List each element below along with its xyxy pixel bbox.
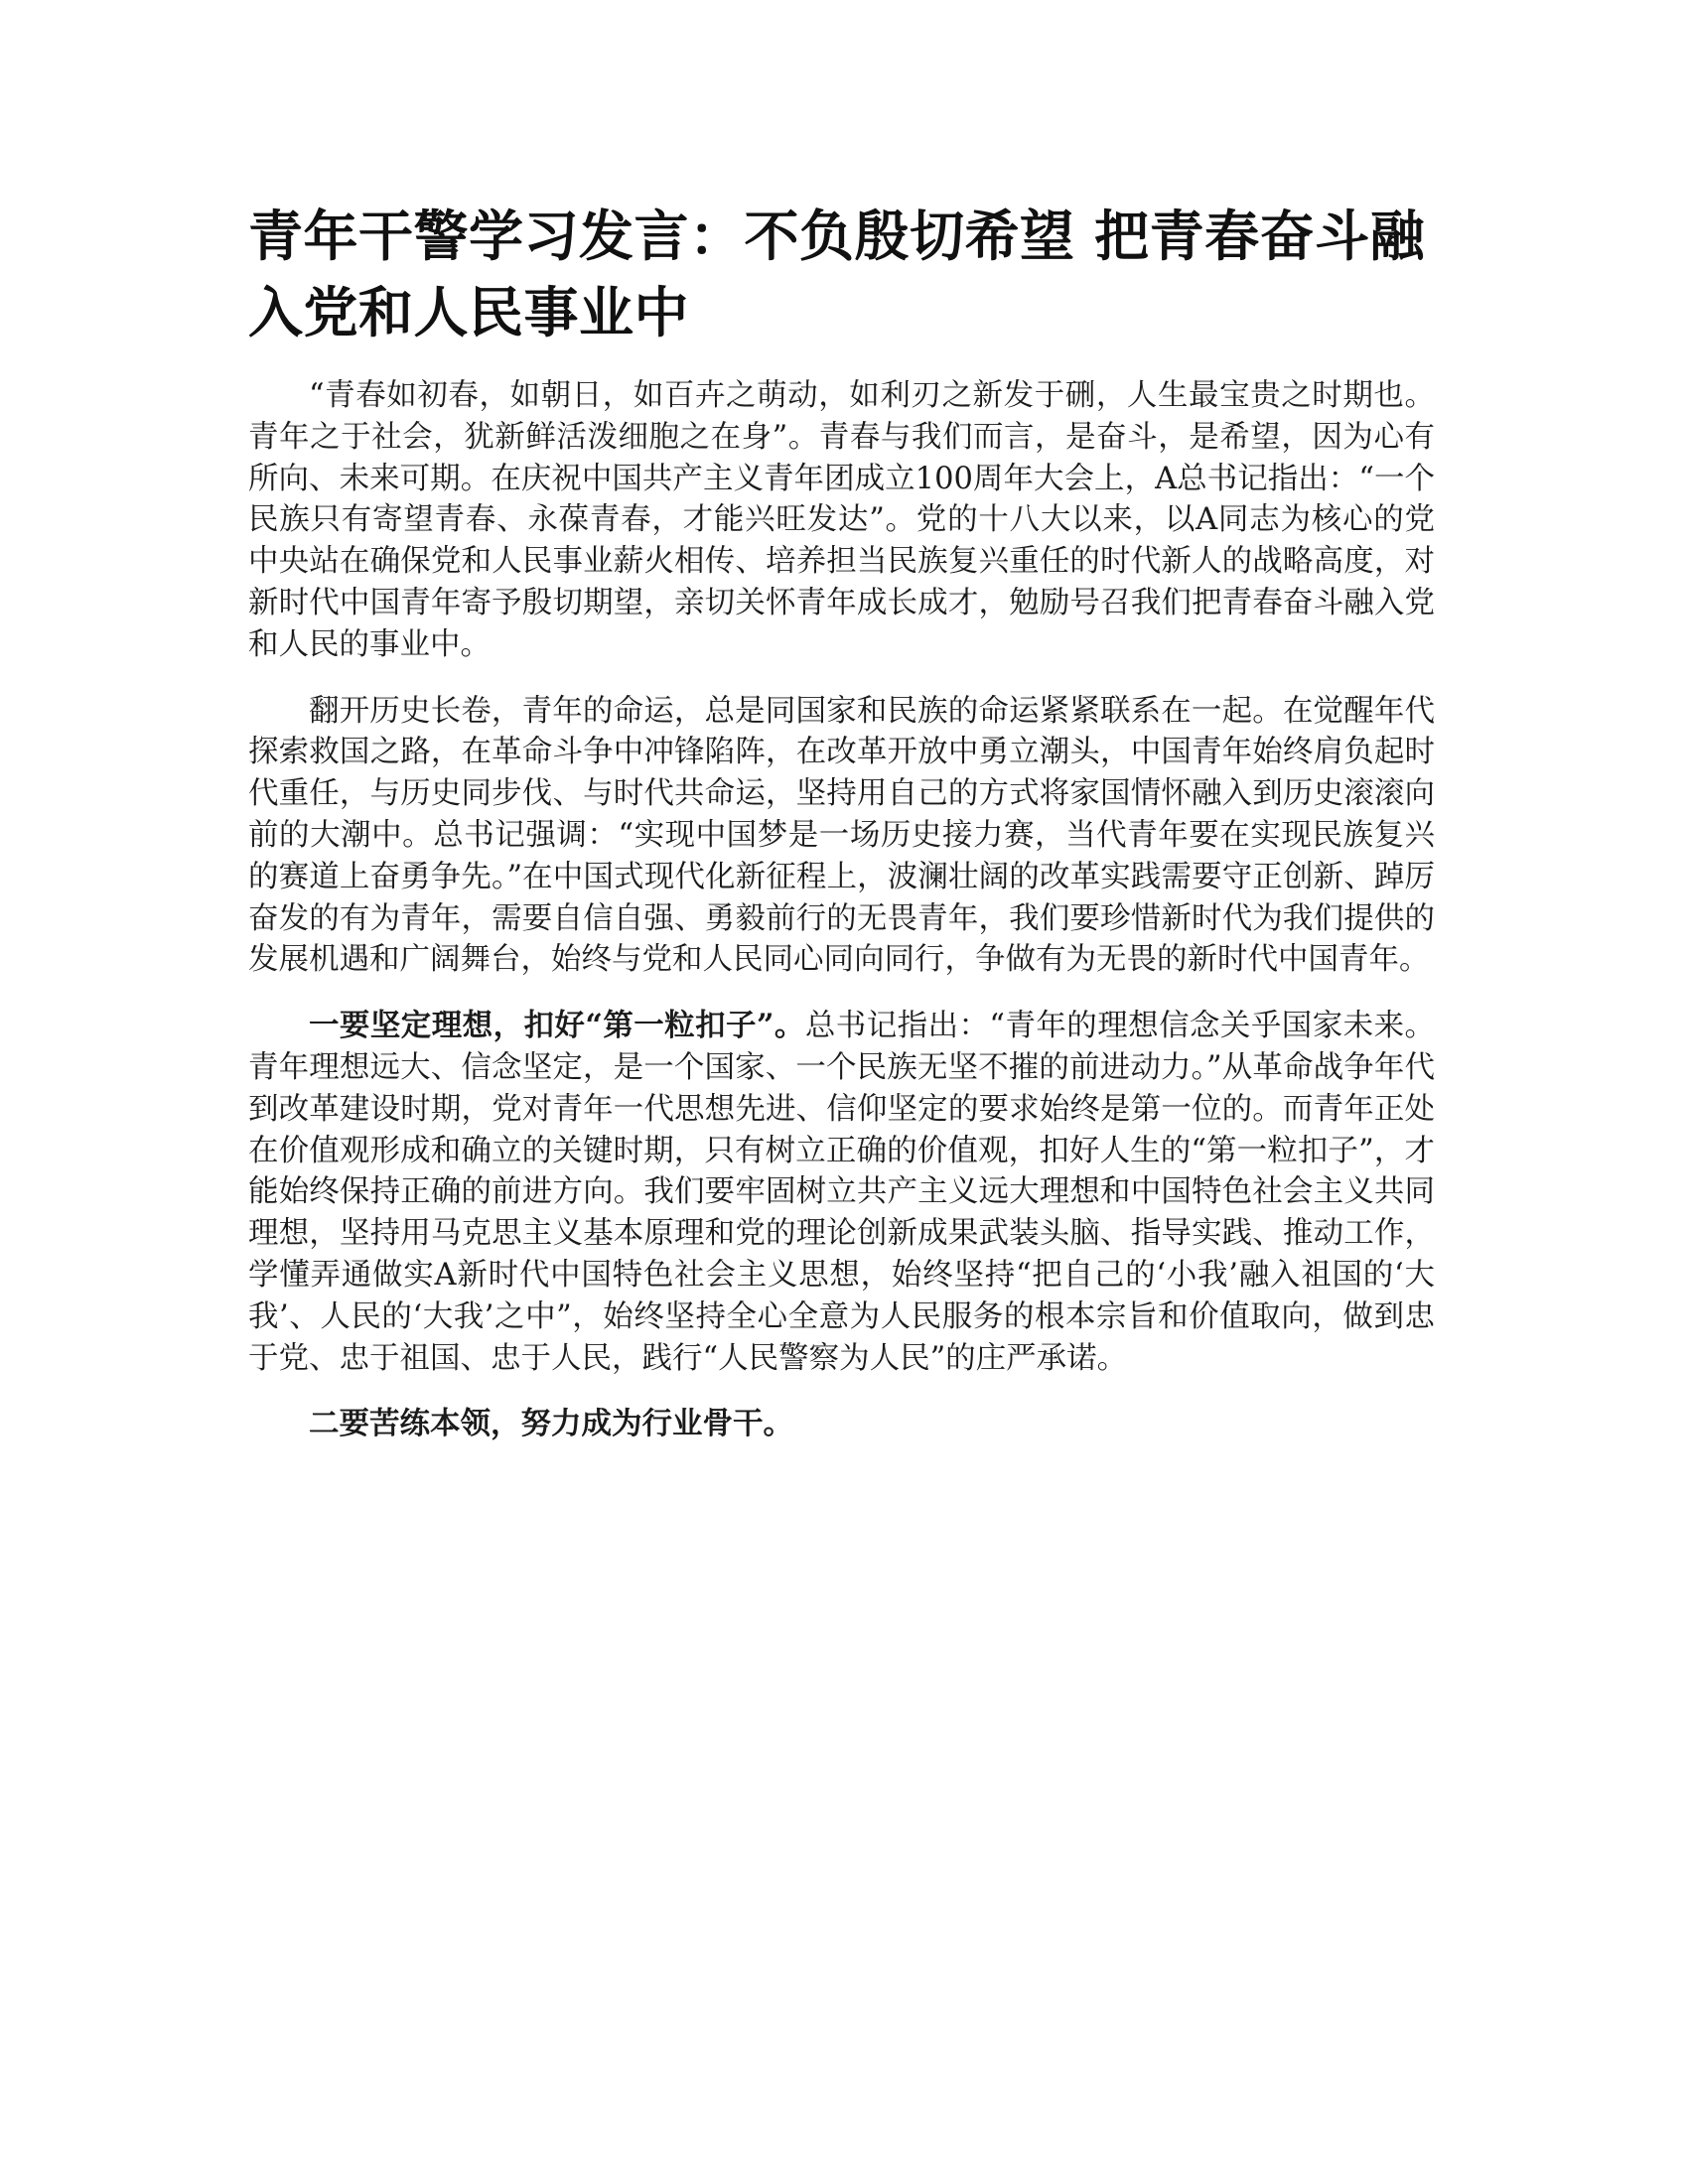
paragraph-3 <box>248 1006 1435 1379</box>
document-title: 青年干警学习发言：不负殷切希望 把青春奋斗融入党和人民事业中 <box>248 205 1426 344</box>
paragraph-2 <box>248 691 1435 982</box>
paragraph-1 <box>248 375 1435 666</box>
paragraph-lead: 一要坚定理想，扣好“第一粒扣子”。 <box>309 1008 805 1044</box>
paragraph-text: “青春如初春，如朝日，如百卉之萌动，如利刃之新发于硎，人生最宝贵之时期也。青年之于社会，犹新鲜活泼细胞之在身”。青春与我们而言，是奋斗，是希望，因为心有所向、未来可期。在庆祝中国共产主义青年团成立100周年大会上，A总书记指出：“一个民族只有寄望青春、永葆青春，才能兴旺发达”。党的十八大以来，以A同志为核心的党中央站在确保党和人民事业薪火相传、培养担当民族复兴重任的时代新人的战略高度，对新时代中国青年寄予殷切期望，亲切关怀青年成长成才，勉励号召我们把青春奋斗融入党和人民的事业中。 <box>248 378 1435 662</box>
paragraph-text: 总书记指出：“青年的理想信念关乎国家未来。青年理想远大、信念坚定，是一个国家、一个民族无坚不摧的前进动力。”从革命战争年代到改革建设时期，党对青年一代思想先进、信仰坚定的要求始终是第一位的。而青年正处在价值观形成和确立的关键时期，只有树立正确的价值观，扣好人生的“第一粒扣子”，才能始终保持正确的前进方向。我们要牢固树立共产主义远大理想和中国特色社会主义共同理想，坚持用马克思主义基本原理和党的理论创新成果武装头脑、指导实践、推动工作，学懂弄通做实A新时代中国特色社会主义思想，始终坚持“把自己的‘小我’融入祖国的‘大我’、人民的‘大我’之中”，始终坚持全心全意为人民服务的根本宗旨和价值取向，做到忠于党、忠于祖国、忠于人民，践行“人民警察为人民”的庄严承诺。 <box>248 1009 1435 1376</box>
paragraph-lead: 二要苦练本领，努力成为行业骨干。 <box>309 1406 793 1442</box>
paragraph-4 <box>248 1404 1435 1445</box>
document-content <box>248 199 1435 1470</box>
paragraph-text: 翻开历史长卷，青年的命运，总是同国家和民族的命运紧紧联系在一起。在觉醒年代探索救国之路，在革命斗争中冲锋陷阵，在改革开放中勇立潮头，中国青年始终肩负起时代重任，与历史同步伐、与时代共命运，坚持用自己的方式将家国情怀融入到历史滚滚向前的大潮中。总书记强调：“实现中国梦是一场历史接力赛，当代青年要在实现民族复兴的赛道上奋勇争先。”在中国式现代化新征程上，波澜壮阔的改革实践需要守正创新、踔厉奋发的有为青年，需要自信自强、勇毅前行的无畏青年，我们要珍惜新时代为我们提供的发展机遇和广阔舞台，始终与党和人民同心同向同行，争做有为无畏的新时代中国青年。 <box>248 693 1435 978</box>
